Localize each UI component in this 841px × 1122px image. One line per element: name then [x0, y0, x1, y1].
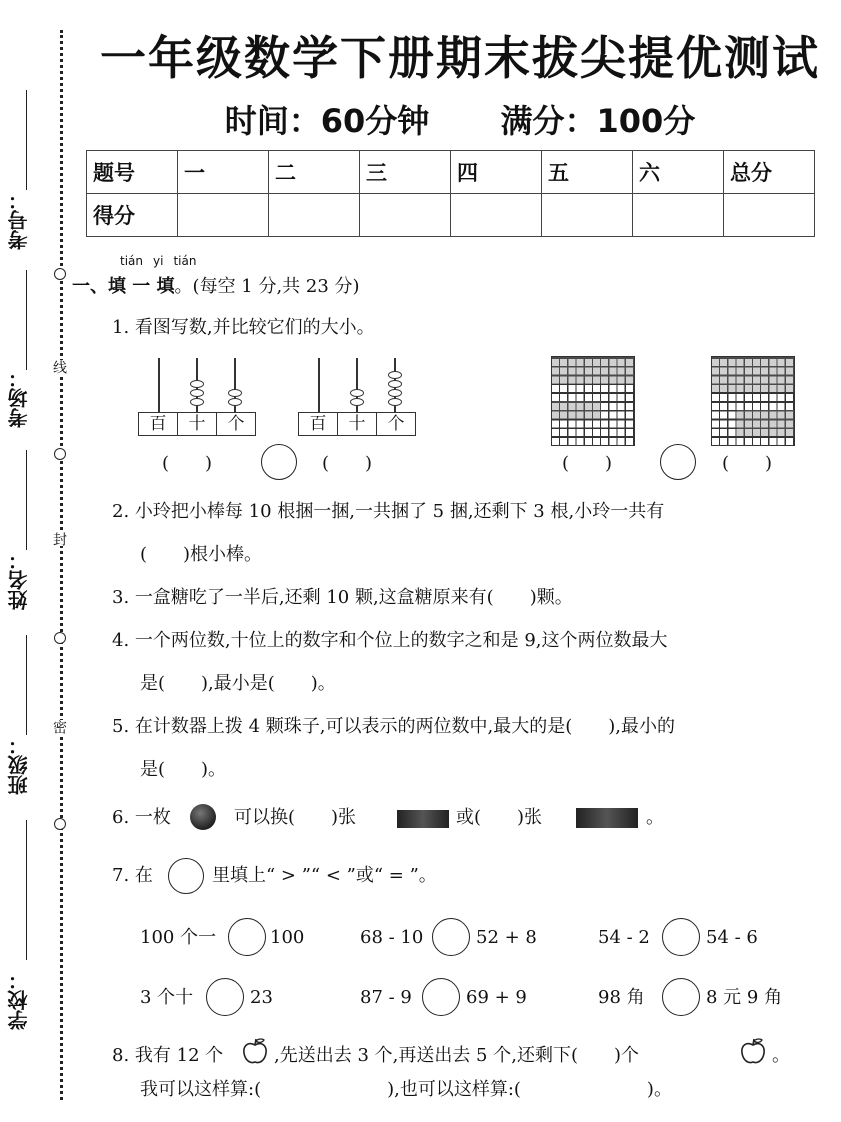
compare-right: 23: [250, 987, 273, 1008]
score-entry[interactable]: [269, 194, 360, 237]
abacus-base: [298, 412, 416, 436]
abacus-base: [138, 412, 256, 436]
question-8-mid: ,先送出去 3 个,再送出去 5 个,还剩下( )个: [274, 1045, 639, 1066]
question-4-line2: 是( ),最小是( )。: [140, 673, 336, 694]
abacus-bead: [190, 398, 204, 406]
question-6-mid2: 或( )张: [456, 807, 543, 828]
question-7-end: 里填上“ > ”“ < ”或“ = ”。: [212, 865, 437, 886]
grid-shade: [552, 401, 601, 419]
seal-mark-seal: 封: [51, 532, 67, 546]
apple-icon: [738, 1036, 768, 1066]
banknote-icon: [576, 808, 638, 828]
answer-blank[interactable]: ( ): [322, 453, 373, 474]
name-line: [26, 450, 27, 550]
question-3: 3. 一盒糖吃了一半后,还剩 10 颗,这盒糖原来有( )颗。: [112, 587, 573, 608]
question-7-start: 7. 在: [112, 865, 153, 886]
score-entry[interactable]: [178, 194, 269, 237]
compare-circle[interactable]: [660, 444, 696, 480]
banknote-icon: [397, 810, 449, 828]
score-cell: 四: [451, 151, 542, 194]
question-8-line2: 我可以这样算:( ),也可以这样算:( )。: [140, 1079, 672, 1100]
binding-hole: [54, 632, 66, 644]
score-cell: 一: [178, 151, 269, 194]
school-line: [26, 820, 27, 960]
score-entry[interactable]: [633, 194, 724, 237]
abacus-place-label: 百: [139, 413, 178, 435]
compare-left: 3 个十: [140, 987, 194, 1008]
question-5-line2: 是( )。: [140, 759, 227, 780]
exam-number-label: 考号：: [7, 190, 31, 250]
compare-left: 68 - 10: [360, 927, 424, 948]
binding-hole: [54, 818, 66, 830]
abacus-bead: [228, 389, 242, 397]
score-entry[interactable]: [724, 194, 815, 237]
score-entry[interactable]: [360, 194, 451, 237]
name-label: 姓名：: [7, 550, 31, 610]
class-line: [26, 635, 27, 735]
grid-shade: [552, 357, 634, 383]
section-pinyin: [120, 254, 206, 268]
abacus-place-label: 十: [178, 413, 217, 435]
score-cell: 五: [542, 151, 633, 194]
compare-circle[interactable]: [662, 978, 700, 1016]
full-score: 满分：100分: [500, 102, 696, 140]
exam-number-line: [26, 90, 27, 190]
compare-right: 100: [270, 927, 305, 948]
compare-circle[interactable]: [228, 918, 266, 956]
question-6-end: 。: [646, 807, 664, 828]
compare-left: 98 角: [598, 987, 645, 1008]
section-note: 。(每空 1 分,共 23 分): [174, 276, 360, 297]
seal-mark-line: 线: [51, 360, 67, 374]
compare-circle[interactable]: [662, 918, 700, 956]
score-entry[interactable]: [451, 194, 542, 237]
page-title: 一年级数学下册期末拔尖提优测试: [100, 31, 820, 85]
apple-icon: [240, 1036, 270, 1066]
abacus-bead: [350, 398, 364, 406]
coin-icon: [190, 804, 216, 830]
abacus-bead: [190, 389, 204, 397]
compare-circle[interactable]: [432, 918, 470, 956]
compare-left: 87 - 9: [360, 987, 412, 1008]
question-6-mid: 可以换( )张: [234, 807, 357, 828]
answer-blank[interactable]: ( ): [722, 453, 773, 474]
score-table: [86, 150, 815, 237]
time-limit: 时间：60分钟: [224, 102, 430, 140]
compare-right: 52 + 8: [476, 927, 537, 948]
school-label: 学校：: [7, 970, 31, 1030]
abacus-bead: [388, 371, 402, 379]
score-cell: 总分: [724, 151, 815, 194]
score-cell: 二: [269, 151, 360, 194]
compare-left: 54 - 2: [598, 927, 650, 948]
score-cell: 题号: [87, 151, 178, 194]
binding-dotted-line: [60, 30, 63, 1100]
hundred-grid-left: [551, 356, 635, 446]
abacus-place-label: 百: [299, 413, 338, 435]
answer-blank[interactable]: ( ): [162, 453, 213, 474]
score-table-header-row: [87, 151, 815, 194]
abacus-bead: [228, 398, 242, 406]
score-cell: 得分: [87, 194, 178, 237]
hundred-grid-right: [711, 356, 795, 446]
abacus-place-label: 个: [387, 414, 405, 434]
question-2-line2: ( )根小棒。: [140, 544, 263, 565]
abacus-rod: [318, 358, 320, 412]
abacus-bead: [350, 389, 364, 397]
compare-circle[interactable]: [261, 444, 297, 480]
question-2: 2. 小玲把小棒每 10 根捆一捆,一共捆了 5 捆,还剩下 3 根,小玲一共有: [112, 501, 665, 522]
class-label: 班级：: [7, 735, 31, 795]
abacus-bead: [388, 389, 402, 397]
grid-shade: [712, 357, 794, 392]
exam-room-line: [26, 270, 27, 370]
compare-right: 69 + 9: [466, 987, 527, 1008]
abacus-rod: [158, 358, 160, 412]
compare-circle[interactable]: [422, 978, 460, 1016]
score-table-score-row: [87, 194, 815, 237]
abacus-bead: [388, 380, 402, 388]
score-cell: 三: [360, 151, 451, 194]
pinyin-syllable: yi: [153, 254, 164, 268]
exam-room-label: 考场：: [7, 368, 31, 428]
question-1: 1. 看图写数,并比较它们的大小。: [112, 317, 375, 338]
abacus-bead: [388, 398, 402, 406]
compare-left: 100 个一: [140, 927, 217, 948]
compare-circle[interactable]: [206, 978, 244, 1016]
question-6-start: 6. 一枚: [112, 807, 171, 828]
question-8-start: 8. 我有 12 个: [112, 1045, 224, 1066]
question-8-end: 。: [772, 1045, 790, 1066]
question-5: 5. 在计数器上拨 4 颗珠子,可以表示的两位数中,最大的是( ),最小的: [112, 716, 675, 737]
question-4: 4. 一个两位数,十位上的数字和个位上的数字之和是 9,这个两位数最大: [112, 630, 668, 651]
abacus-bead: [190, 380, 204, 388]
score-entry[interactable]: [542, 194, 633, 237]
section-heading: [72, 272, 360, 298]
pinyin-syllable: tián: [173, 254, 197, 268]
seal-mark-secret: 密: [51, 720, 67, 734]
abacus-place-label: 个: [227, 414, 245, 434]
binding-hole: [54, 268, 66, 280]
score-cell: 六: [633, 151, 724, 194]
pinyin-syllable: tián: [120, 254, 143, 268]
abacus-place-label: 十: [338, 413, 377, 435]
binding-hole: [54, 448, 66, 460]
compare-circle-icon: [168, 858, 204, 894]
compare-right: 54 - 6: [706, 927, 758, 948]
compare-right: 8 元 9 角: [706, 987, 783, 1008]
exam-info: [80, 96, 840, 142]
grid-shade: [737, 410, 794, 436]
answer-blank[interactable]: ( ): [562, 453, 613, 474]
section-title: 一、填 一 填: [72, 276, 175, 297]
